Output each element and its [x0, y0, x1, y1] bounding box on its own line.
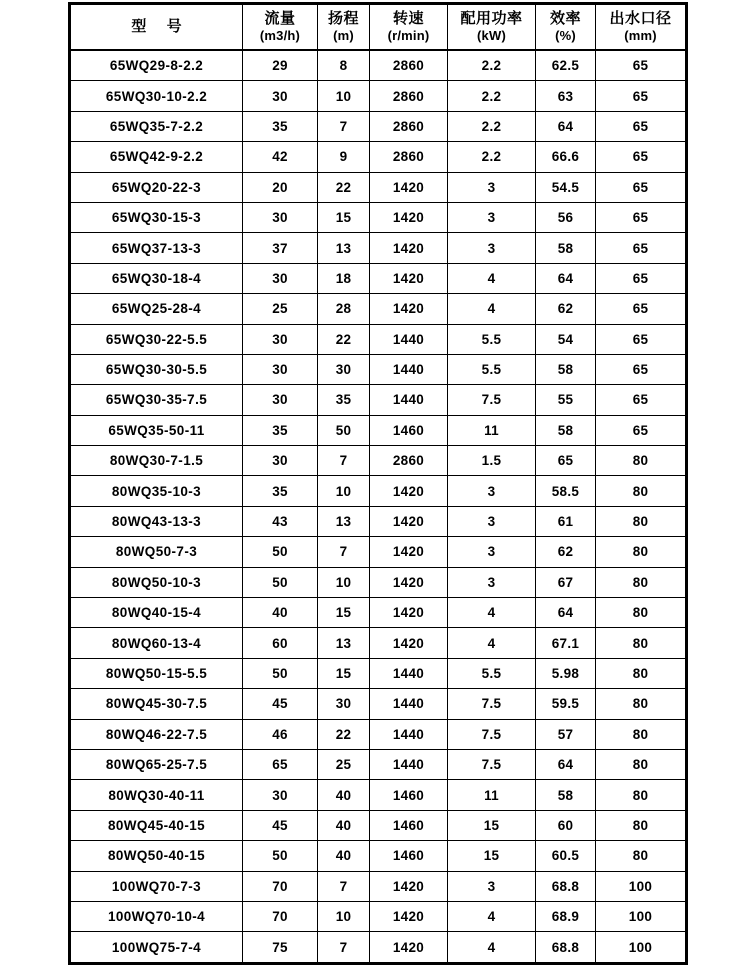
cell-speed: 1420: [370, 172, 448, 202]
cell-power: 15: [448, 810, 536, 840]
cell-outlet: 80: [596, 658, 687, 688]
cell-model: 65WQ25-28-4: [70, 294, 243, 324]
cell-flow: 25: [243, 294, 318, 324]
cell-eff: 58: [536, 780, 596, 810]
cell-eff: 67: [536, 567, 596, 597]
cell-outlet: 65: [596, 142, 687, 172]
cell-head: 50: [318, 415, 370, 445]
cell-model: 65WQ30-18-4: [70, 263, 243, 293]
cell-speed: 2860: [370, 81, 448, 111]
cell-model: 80WQ30-40-11: [70, 780, 243, 810]
table-row: [70, 932, 687, 963]
cell-head: 18: [318, 263, 370, 293]
cell-eff: 68.9: [536, 901, 596, 931]
cell-flow: 50: [243, 567, 318, 597]
cell-flow: 35: [243, 415, 318, 445]
cell-speed: 1460: [370, 810, 448, 840]
cell-flow: 30: [243, 780, 318, 810]
column-header-head: [318, 4, 370, 51]
cell-speed: 1460: [370, 780, 448, 810]
cell-outlet: 100: [596, 871, 687, 901]
cell-power: 2.2: [448, 50, 536, 81]
cell-power: 15: [448, 841, 536, 871]
cell-speed: 1420: [370, 598, 448, 628]
cell-outlet: 65: [596, 354, 687, 384]
cell-eff: 5.98: [536, 658, 596, 688]
cell-speed: 1420: [370, 506, 448, 536]
cell-model: 100WQ70-7-3: [70, 871, 243, 901]
cell-model: 80WQ30-7-1.5: [70, 446, 243, 476]
table-row: [70, 385, 687, 415]
table-row: [70, 476, 687, 506]
cell-model: 65WQ35-50-11: [70, 415, 243, 445]
cell-head: 7: [318, 111, 370, 141]
cell-outlet: 65: [596, 294, 687, 324]
cell-speed: 1420: [370, 871, 448, 901]
cell-power: 3: [448, 233, 536, 263]
cell-head: 15: [318, 658, 370, 688]
cell-flow: 42: [243, 142, 318, 172]
cell-model: 65WQ30-35-7.5: [70, 385, 243, 415]
cell-eff: 62: [536, 294, 596, 324]
cell-outlet: 80: [596, 689, 687, 719]
cell-power: 4: [448, 263, 536, 293]
cell-flow: 37: [243, 233, 318, 263]
cell-eff: 57: [536, 719, 596, 749]
cell-outlet: 65: [596, 415, 687, 445]
cell-power: 2.2: [448, 111, 536, 141]
cell-power: 5.5: [448, 658, 536, 688]
cell-model: 80WQ50-40-15: [70, 841, 243, 871]
cell-power: 4: [448, 598, 536, 628]
table-row: [70, 50, 687, 81]
column-header-name-speed: 转速: [392, 10, 424, 28]
column-header-flow: [243, 4, 318, 51]
cell-power: 2.2: [448, 81, 536, 111]
table-row: [70, 324, 687, 354]
table-row: [70, 628, 687, 658]
cell-eff: 61: [536, 506, 596, 536]
table-row: [70, 871, 687, 901]
cell-model: 65WQ30-30-5.5: [70, 354, 243, 384]
cell-flow: 70: [243, 901, 318, 931]
cell-head: 15: [318, 202, 370, 232]
cell-head: 7: [318, 446, 370, 476]
table-row: [70, 233, 687, 263]
table-row: [70, 446, 687, 476]
cell-head: 30: [318, 354, 370, 384]
cell-eff: 63: [536, 81, 596, 111]
table-row: [70, 354, 687, 384]
table-row: [70, 567, 687, 597]
cell-head: 10: [318, 567, 370, 597]
cell-outlet: 100: [596, 901, 687, 931]
cell-power: 4: [448, 901, 536, 931]
cell-flow: 30: [243, 324, 318, 354]
column-header-eff: [536, 4, 596, 51]
cell-flow: 50: [243, 658, 318, 688]
cell-eff: 60: [536, 810, 596, 840]
cell-flow: 29: [243, 50, 318, 81]
cell-model: 80WQ60-13-4: [70, 628, 243, 658]
cell-head: 13: [318, 233, 370, 263]
cell-outlet: 65: [596, 111, 687, 141]
cell-head: 30: [318, 689, 370, 719]
cell-power: 3: [448, 537, 536, 567]
cell-flow: 30: [243, 81, 318, 111]
cell-eff: 67.1: [536, 628, 596, 658]
cell-power: 3: [448, 506, 536, 536]
cell-flow: 30: [243, 202, 318, 232]
table-row: [70, 202, 687, 232]
column-header-model: [70, 4, 243, 51]
cell-eff: 62: [536, 537, 596, 567]
cell-outlet: 65: [596, 50, 687, 81]
cell-power: 5.5: [448, 354, 536, 384]
cell-eff: 54.5: [536, 172, 596, 202]
cell-head: 40: [318, 841, 370, 871]
cell-eff: 55: [536, 385, 596, 415]
cell-eff: 64: [536, 263, 596, 293]
cell-outlet: 80: [596, 780, 687, 810]
cell-head: 22: [318, 172, 370, 202]
table-row: [70, 415, 687, 445]
cell-eff: 58: [536, 354, 596, 384]
table-row: [70, 780, 687, 810]
cell-power: 3: [448, 172, 536, 202]
cell-flow: 50: [243, 537, 318, 567]
column-header-name-model: 型 号: [131, 18, 190, 36]
cell-outlet: 65: [596, 324, 687, 354]
table-row: [70, 506, 687, 536]
cell-flow: 75: [243, 932, 318, 963]
column-header-unit-eff: (%): [555, 28, 576, 44]
table-row: [70, 749, 687, 779]
cell-outlet: 80: [596, 719, 687, 749]
cell-model: 65WQ35-7-2.2: [70, 111, 243, 141]
cell-speed: 2860: [370, 111, 448, 141]
cell-power: 11: [448, 415, 536, 445]
table-body: [70, 50, 687, 963]
cell-speed: 1440: [370, 324, 448, 354]
cell-head: 35: [318, 385, 370, 415]
cell-model: 80WQ43-13-3: [70, 506, 243, 536]
cell-power: 3: [448, 567, 536, 597]
cell-head: 9: [318, 142, 370, 172]
column-header-speed: [370, 4, 448, 51]
cell-power: 3: [448, 202, 536, 232]
cell-speed: 1440: [370, 385, 448, 415]
cell-eff: 54: [536, 324, 596, 354]
cell-speed: 1420: [370, 567, 448, 597]
table-row: [70, 142, 687, 172]
cell-speed: 2860: [370, 50, 448, 81]
cell-eff: 58: [536, 415, 596, 445]
column-header-name-outlet: 出水口径: [609, 10, 672, 28]
table-row: [70, 841, 687, 871]
cell-power: 7.5: [448, 719, 536, 749]
cell-speed: 1440: [370, 354, 448, 384]
cell-model: 65WQ42-9-2.2: [70, 142, 243, 172]
cell-eff: 59.5: [536, 689, 596, 719]
cell-power: 4: [448, 932, 536, 963]
cell-flow: 45: [243, 689, 318, 719]
table-row: [70, 598, 687, 628]
cell-eff: 66.6: [536, 142, 596, 172]
cell-outlet: 80: [596, 598, 687, 628]
cell-flow: 30: [243, 263, 318, 293]
cell-flow: 35: [243, 111, 318, 141]
cell-power: 3: [448, 476, 536, 506]
column-header-power: [448, 4, 536, 51]
cell-speed: 1440: [370, 719, 448, 749]
cell-model: 80WQ35-10-3: [70, 476, 243, 506]
cell-speed: 1420: [370, 202, 448, 232]
cell-model: 80WQ46-22-7.5: [70, 719, 243, 749]
cell-head: 10: [318, 476, 370, 506]
cell-head: 10: [318, 81, 370, 111]
cell-speed: 1460: [370, 841, 448, 871]
cell-head: 28: [318, 294, 370, 324]
cell-speed: 1440: [370, 749, 448, 779]
cell-outlet: 100: [596, 932, 687, 963]
cell-head: 10: [318, 901, 370, 931]
cell-model: 80WQ45-30-7.5: [70, 689, 243, 719]
cell-power: 7.5: [448, 749, 536, 779]
cell-model: 80WQ40-15-4: [70, 598, 243, 628]
cell-power: 4: [448, 294, 536, 324]
cell-head: 7: [318, 871, 370, 901]
cell-power: 1.5: [448, 446, 536, 476]
cell-head: 25: [318, 749, 370, 779]
cell-head: 40: [318, 810, 370, 840]
cell-model: 80WQ50-15-5.5: [70, 658, 243, 688]
cell-outlet: 80: [596, 810, 687, 840]
cell-eff: 58.5: [536, 476, 596, 506]
cell-power: 5.5: [448, 324, 536, 354]
cell-speed: 2860: [370, 142, 448, 172]
cell-model: 65WQ20-22-3: [70, 172, 243, 202]
table-header: [70, 4, 687, 51]
cell-head: 22: [318, 324, 370, 354]
cell-head: 7: [318, 537, 370, 567]
column-header-unit-speed: (r/min): [387, 28, 430, 44]
table-row: [70, 658, 687, 688]
cell-speed: 1420: [370, 294, 448, 324]
cell-flow: 70: [243, 871, 318, 901]
cell-eff: 64: [536, 749, 596, 779]
cell-outlet: 80: [596, 506, 687, 536]
cell-power: 2.2: [448, 142, 536, 172]
cell-outlet: 80: [596, 841, 687, 871]
cell-eff: 64: [536, 111, 596, 141]
cell-flow: 30: [243, 385, 318, 415]
cell-speed: 1420: [370, 537, 448, 567]
cell-eff: 65: [536, 446, 596, 476]
cell-model: 65WQ37-13-3: [70, 233, 243, 263]
table-row: [70, 111, 687, 141]
cell-model: 65WQ30-15-3: [70, 202, 243, 232]
table-header-row: [70, 4, 687, 51]
cell-model: 80WQ50-10-3: [70, 567, 243, 597]
cell-model: 80WQ45-40-15: [70, 810, 243, 840]
cell-head: 15: [318, 598, 370, 628]
column-header-unit-head: (m): [333, 28, 354, 44]
table-row: [70, 901, 687, 931]
cell-outlet: 65: [596, 202, 687, 232]
cell-model: 100WQ70-10-4: [70, 901, 243, 931]
cell-eff: 56: [536, 202, 596, 232]
table-row: [70, 294, 687, 324]
cell-eff: 64: [536, 598, 596, 628]
cell-eff: 68.8: [536, 932, 596, 963]
column-header-name-power: 配用功率: [460, 10, 523, 28]
cell-outlet: 80: [596, 476, 687, 506]
cell-flow: 40: [243, 598, 318, 628]
cell-speed: 1420: [370, 628, 448, 658]
cell-flow: 46: [243, 719, 318, 749]
cell-outlet: 65: [596, 172, 687, 202]
cell-power: 7.5: [448, 689, 536, 719]
table-row: [70, 689, 687, 719]
column-header-unit-outlet: (mm): [624, 28, 657, 44]
cell-speed: 1420: [370, 901, 448, 931]
table-row: [70, 810, 687, 840]
cell-head: 7: [318, 932, 370, 963]
cell-outlet: 80: [596, 567, 687, 597]
cell-outlet: 80: [596, 749, 687, 779]
cell-model: 65WQ30-10-2.2: [70, 81, 243, 111]
cell-flow: 60: [243, 628, 318, 658]
cell-model: 100WQ75-7-4: [70, 932, 243, 963]
cell-flow: 30: [243, 446, 318, 476]
cell-speed: 1460: [370, 415, 448, 445]
cell-flow: 30: [243, 354, 318, 384]
cell-eff: 58: [536, 233, 596, 263]
table-row: [70, 537, 687, 567]
column-header-outlet: [596, 4, 687, 51]
cell-power: 3: [448, 871, 536, 901]
cell-flow: 50: [243, 841, 318, 871]
cell-outlet: 80: [596, 537, 687, 567]
table-row: [70, 81, 687, 111]
cell-head: 13: [318, 628, 370, 658]
cell-model: 80WQ50-7-3: [70, 537, 243, 567]
cell-flow: 43: [243, 506, 318, 536]
cell-speed: 1420: [370, 263, 448, 293]
cell-outlet: 65: [596, 263, 687, 293]
pump-specification-table: [68, 2, 688, 965]
cell-flow: 35: [243, 476, 318, 506]
cell-power: 7.5: [448, 385, 536, 415]
column-header-name-flow: 流量: [264, 10, 296, 28]
cell-head: 13: [318, 506, 370, 536]
column-header-name-eff: 效率: [549, 10, 581, 28]
cell-model: 65WQ30-22-5.5: [70, 324, 243, 354]
cell-power: 4: [448, 628, 536, 658]
cell-flow: 65: [243, 749, 318, 779]
cell-speed: 1420: [370, 233, 448, 263]
cell-speed: 1440: [370, 658, 448, 688]
cell-eff: 60.5: [536, 841, 596, 871]
cell-head: 8: [318, 50, 370, 81]
cell-speed: 1440: [370, 689, 448, 719]
cell-model: 80WQ65-25-7.5: [70, 749, 243, 779]
column-header-unit-flow: (m3/h): [259, 28, 301, 44]
cell-speed: 1420: [370, 932, 448, 963]
cell-head: 22: [318, 719, 370, 749]
cell-outlet: 80: [596, 628, 687, 658]
cell-eff: 62.5: [536, 50, 596, 81]
cell-outlet: 80: [596, 446, 687, 476]
cell-head: 40: [318, 780, 370, 810]
column-header-name-head: 扬程: [327, 10, 359, 28]
cell-eff: 68.8: [536, 871, 596, 901]
cell-flow: 45: [243, 810, 318, 840]
cell-flow: 20: [243, 172, 318, 202]
cell-outlet: 65: [596, 81, 687, 111]
cell-speed: 2860: [370, 446, 448, 476]
cell-model: 65WQ29-8-2.2: [70, 50, 243, 81]
table-row: [70, 719, 687, 749]
cell-outlet: 65: [596, 233, 687, 263]
cell-outlet: 65: [596, 385, 687, 415]
column-header-unit-power: (kW): [477, 28, 506, 44]
table-row: [70, 263, 687, 293]
cell-speed: 1420: [370, 476, 448, 506]
table-row: [70, 172, 687, 202]
cell-power: 11: [448, 780, 536, 810]
